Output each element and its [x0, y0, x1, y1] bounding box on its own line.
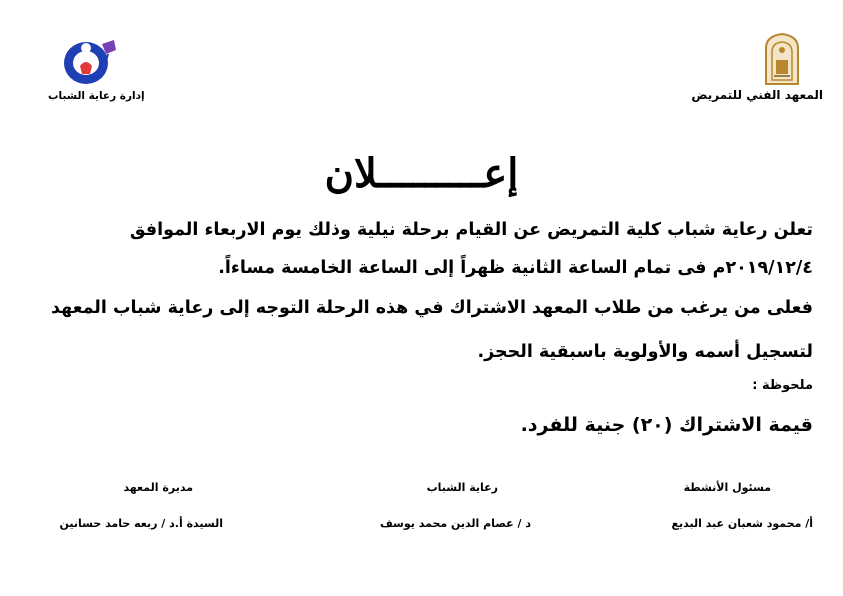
body-line-2: ٢٠١٩/١٢/٤م فى تمام الساعة الثانية ظهراً إلى الساعة الخامسة مساءاً.	[218, 258, 813, 278]
signature-title-activities: مسئول الأنشطة	[683, 481, 771, 494]
youth-care-logo-icon	[62, 36, 120, 86]
fee-note: قيمة الاشتراك (٢٠) جنية للفرد.	[520, 414, 813, 436]
note-label: ملحوظة :	[752, 378, 813, 393]
body-line-1: تعلن رعاية شباب كلية التمريض عن القيام برحلة نيلية وذلك يوم الاربعاء الموافق	[129, 220, 813, 240]
body-line-4: لتسجيل أسمه والأولوية باسبقية الحجز.	[477, 342, 813, 362]
youth-department-name: إدارة رعاية الشباب	[48, 90, 145, 102]
signature-name-youth-care: د / عصام الدين محمد يوسف	[379, 517, 531, 530]
signature-title-director: مديرة المعهد	[123, 481, 193, 494]
announcement-title: إعـــــــــلان	[324, 150, 519, 197]
signature-name-director: السيدة أ.د / ربعه حامد حسانين	[59, 517, 223, 530]
signature-name-activities: أ/ محمود شعبان عبد البديع	[671, 517, 813, 530]
body-line-3: فعلى من يرغب من طلاب المعهد الاشتراك في هذه الرحلة التوجه إلى رعاية شباب المعهد	[51, 298, 813, 318]
institute-name: المعهد الفني للتمريض	[691, 88, 823, 102]
institute-emblem-icon	[760, 30, 804, 86]
signature-title-youth-care: رعاية الشباب	[426, 481, 498, 494]
